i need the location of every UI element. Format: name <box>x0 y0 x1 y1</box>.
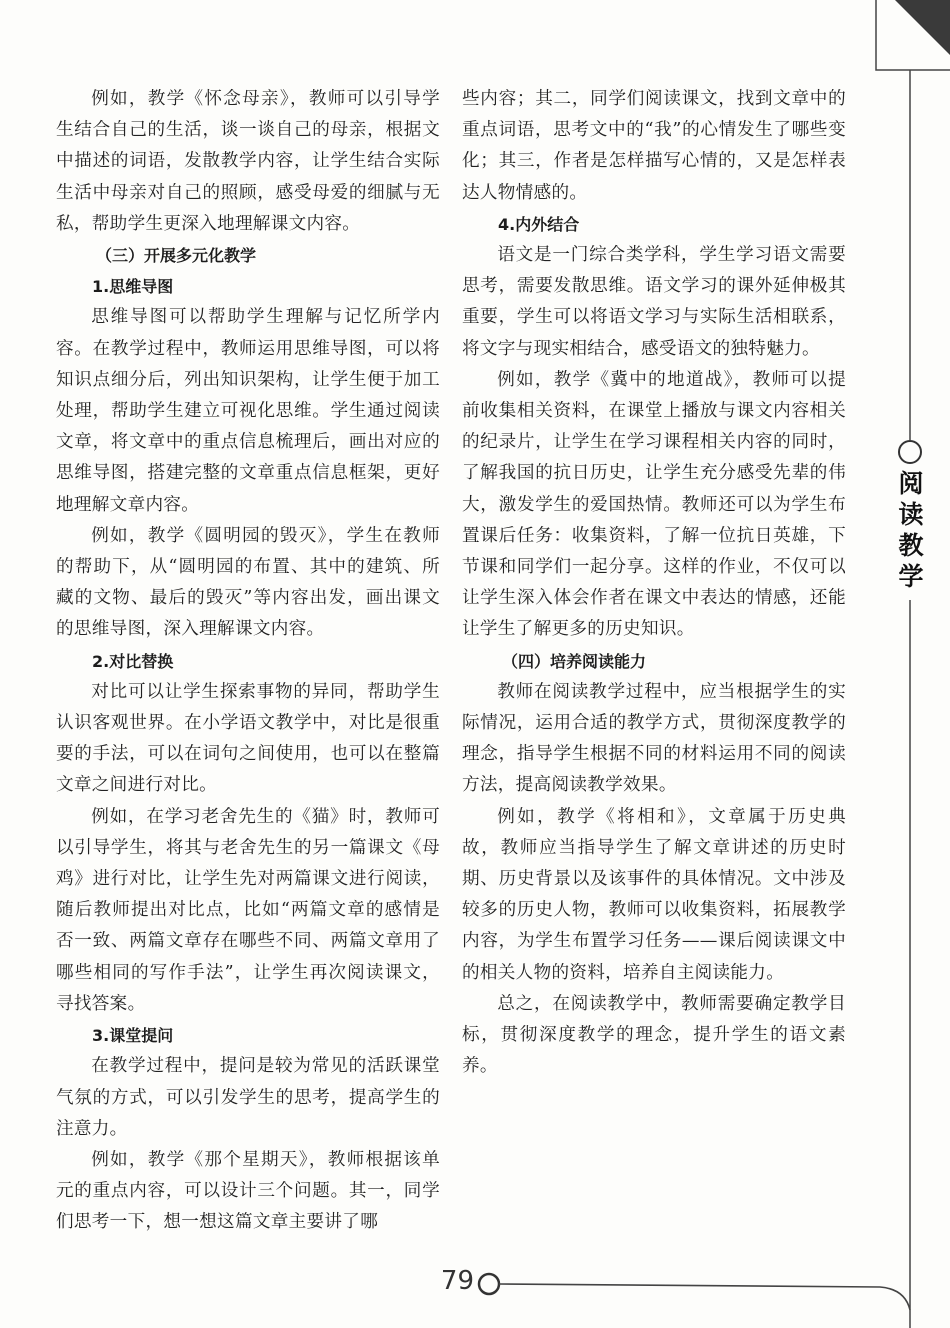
footer-circle <box>479 1274 499 1294</box>
subsection-heading: 1.思维导图 <box>92 277 174 297</box>
paragraph: 语文是一门综合类学科，学生学习语文需要思考，需要发散思维。语文学习的课外延伸极其重要，学生可以将语文学习与实际生活相联系，将文字与现实相结合，感受语文的独特魅力。 <box>462 245 846 359</box>
paragraph: 例如，教学《怀念母亲》，教师可以引导学生结合自己的生活，谈一谈自己的母亲，根据文中描述的词语，发散教学内容，让学生结合实际生活中母亲对自己的照顾，感受母爱的细腻与无私，帮助学生更深入地理解课文内容。 <box>56 89 440 234</box>
paragraph: 例如，教学《将相和》，文章属于历史典故，教师应当指导学生了解文章讲述的历史时期、历史背景以及该事件的具体情况。文中涉及较多的历史人物，教师可以收集资料，拓展教学内容，为学生布置学习任务——课后阅读课文中的相关人物的资料，培养自主阅读能力。 <box>462 806 846 983</box>
paragraph: 总之，在阅读教学中，教师需要确定教学目标，贯彻深度教学的理念，提升学生的语文素养。 <box>462 993 846 1077</box>
paragraph: 例如，教学《冀中的地道战》，教师可以提前收集相关资料，在课堂上播放与课文内容相关的纪录片，让学生在学习课程相关内容的同时，了解我国的抗日历史，让学生充分感受先辈的伟大，激发学生的爱国热情。教师还可以为学生布置课后任务：收集资料，了解一位抗日英雄，下节课和同学们一起分享。这样的作业，不仅可以让学生深入体会作者在课文中表达的情感，还能让学生了解更多的历史知识。 <box>462 369 846 640</box>
footer-rule <box>499 1284 910 1310</box>
side-rule-circle <box>899 441 921 463</box>
subsection-heading: 4.内外结合 <box>498 214 580 234</box>
left-column <box>56 84 440 1239</box>
page-number: 79 <box>440 1266 474 1296</box>
section-heading: （四）培养阅读能力 <box>502 651 647 671</box>
subsection-heading: 2.对比替换 <box>92 651 174 671</box>
paragraph: 对比可以让学生探索事物的异同，帮助学生认识客观世界。在小学语文教学中，对比是很重要的手法，可以在词句之间使用，也可以在整篇文章之间进行对比。 <box>56 681 440 796</box>
paragraph: 思维导图可以帮助学生理解与记忆所学内容。在教学过程中，教师运用思维导图，可以将知识点细分后，列出知识架构，让学生便于加工处理，帮助学生建立可视化思维。学生通过阅读文章，将文章中的重点信息梳理后，画出对应的思维导图，搭建完整的文章重点信息框架，更好地理解文章内容。 <box>56 307 440 515</box>
subsection-heading: 3.课堂提问 <box>92 1026 174 1046</box>
paragraph-continued: 些内容；其二，同学们阅读课文，找到文章中的重点词语，思考文中的“我”的心情发生了哪些变化；其三，作者是怎样描写心情的，又是怎样表达人物情感的。 <box>462 89 846 203</box>
side-section-title: 阅读教学 <box>898 469 924 591</box>
paragraph: 教师在阅读教学过程中，应当根据学生的实际情况，运用合适的教学方式，贯彻深度教学的理念，指导学生根据不同的材料运用不同的阅读方法，提高阅读教学效果。 <box>462 681 846 796</box>
section-heading: （三）开展多元化教学 <box>96 246 257 266</box>
corner-triangle-decoration <box>895 0 950 55</box>
paragraph: 例如，在学习老舍先生的《猫》时，教师可以引导学生，将其与老舍先生的另一篇课文《母鸡》进行对比，让学生先对两篇课文进行阅读，随后教师提出对比点，比如“两篇文章的感情是否一致、两篇文章存在哪些不同、两篇文章用了哪些相同的写作手法”，让学生再次阅读课文，寻找答案。 <box>56 806 440 1014</box>
paragraph: 例如，教学《那个星期天》，教师根据该单元的重点内容，可以设计三个问题。其一，同学们思考一下，想一想这篇文章主要讲了哪 <box>56 1149 440 1233</box>
paragraph: 在教学过程中，提问是较为常见的活跃课堂气氛的方式，可以引发学生的思考，提高学生的注意力。 <box>56 1056 440 1139</box>
right-column <box>462 84 846 1083</box>
paragraph: 例如，教学《圆明园的毁灭》，学生在教师的帮助下，从“圆明园的布置、其中的建筑、所藏的文物、最后的毁灭”等内容出发，画出课文的思维导图，深入理解课文内容。 <box>56 525 440 640</box>
